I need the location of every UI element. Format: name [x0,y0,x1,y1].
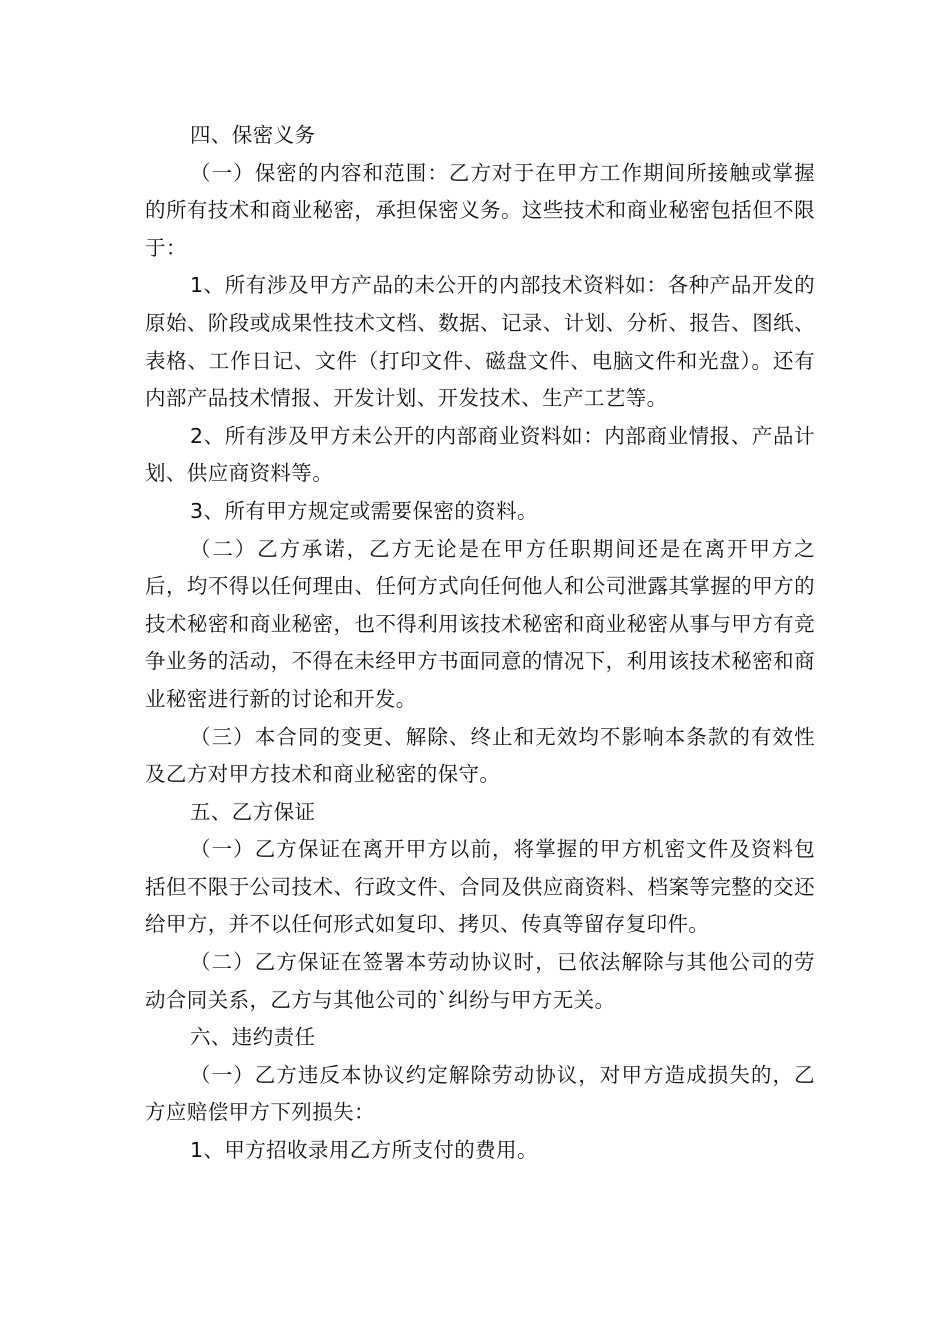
document-body [145,117,815,1170]
paragraph-prior-contract: （二）乙方保证在签署本劳动协议时，已依法解除与其他公司的劳动合同关系，乙方与其他公司的`纠纷与甲方无关。 [145,950,815,1012]
section-heading-liability: 六、违约责任 [190,1025,316,1050]
paragraph-validity: （三）本合同的变更、解除、终止和无效均不影响本条款的有效性及乙方对甲方技术和商业秘密的保守。 [145,724,815,787]
section-heading-guarantee: 五、乙方保证 [190,799,316,824]
paragraph-other-materials: 3、所有甲方规定或需要保密的资料。 [190,498,538,523]
paragraph-technical-materials: 1、所有涉及甲方产品的未公开的内部技术资料如：各种产品开发的原始、阶段或成果性技术文档、数据、记录、计划、分析、报告、图纸、表格、工作日记、文件（打印文件、磁盘文件、电脑文件和光盘）。还有内部产品技术情报、开发计划、开发技术、生产工艺等。 [145,273,815,411]
paragraph-compensation: （一）乙方违反本协议约定解除劳动协议，对甲方造成损失的，乙方应赔偿甲方下列损失： [145,1062,815,1125]
paragraph-promise: （二）乙方承诺，乙方无论是在甲方任职期间还是在离开甲方之后，均不得以任何理由、任何方式向任何他人和公司泄露其掌握的甲方的技术秘密和商业秘密，也不得利用该技术秘密和商业秘密从事与甲方有竞争业务的活动，不得在未经甲方书面同意的情况下，利用该技术秘密和商业秘密进行新的讨论和开发。 [145,536,815,711]
section-heading-confidentiality: 四、保密义务 [190,123,316,147]
paragraph-scope: （一）保密的内容和范围：乙方对于在甲方工作期间所接触或掌握的所有技术和商业秘密，承担保密义务。这些技术和商业秘密包括但不限于： [145,160,815,260]
paragraph-business-materials: 2、所有涉及甲方未公开的内部商业资料如：内部商业情报、产品计划、供应商资料等。 [145,423,815,486]
paragraph-recruitment-costs: 1、甲方招收录用乙方所支付的费用。 [190,1138,538,1163]
paragraph-return-documents: （一）乙方保证在离开甲方以前，将掌握的甲方机密文件及资料包括但不限于公司技术、行政文件、合同及供应商资料、档案等完整的交还给甲方，并不以任何形式如复印、拷贝、传真等留存复印件。 [145,837,815,937]
